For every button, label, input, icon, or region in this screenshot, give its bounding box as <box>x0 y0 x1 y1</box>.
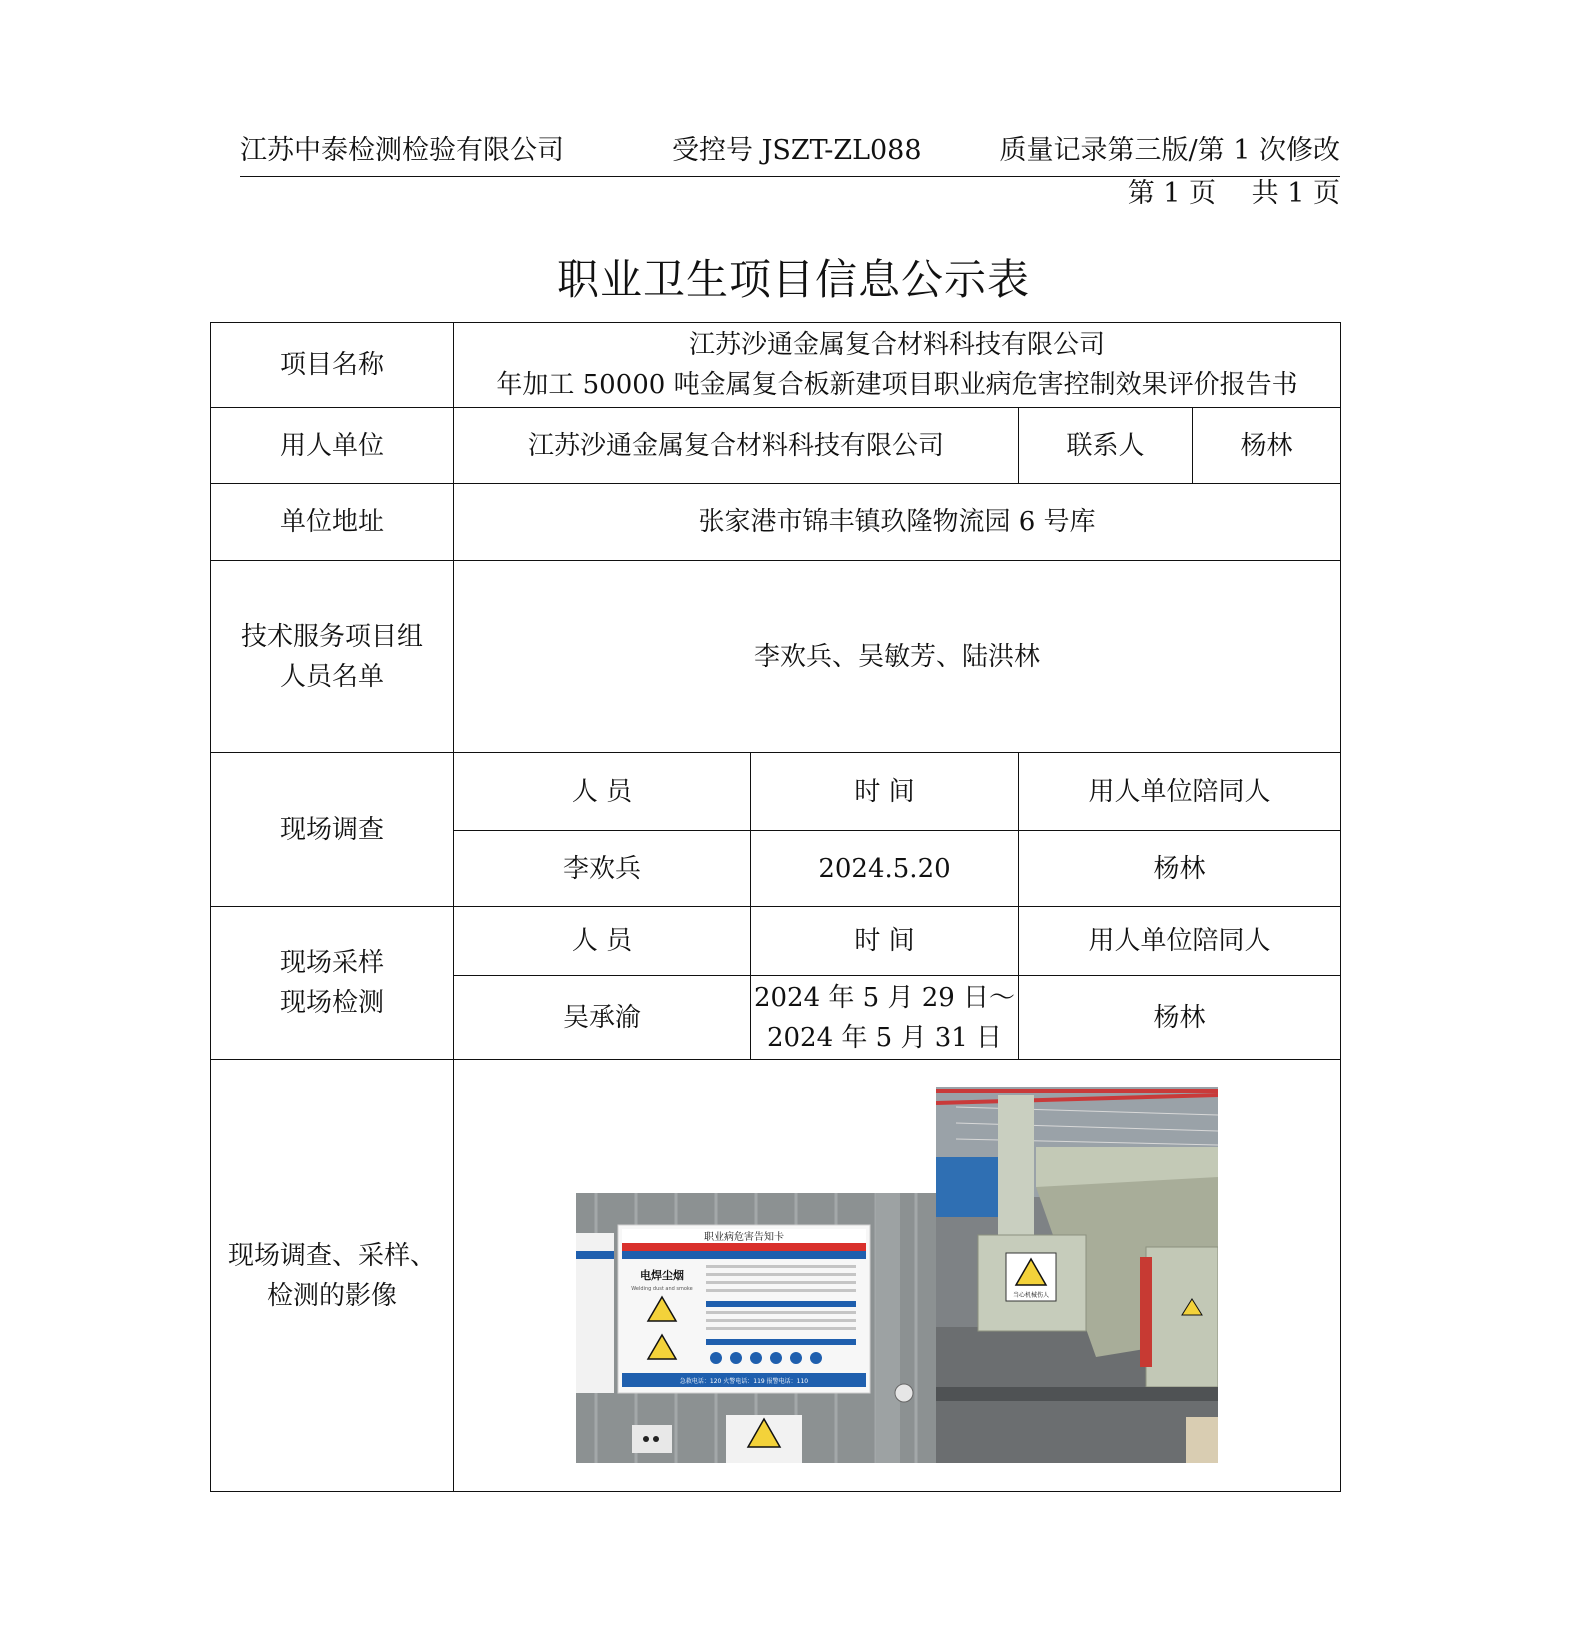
label-address: 单位地址 <box>211 484 454 561</box>
row-sampling-header <box>211 907 1341 976</box>
value-project-name <box>454 323 1341 408</box>
header-company: 江苏中泰检测检验有限公司 <box>240 135 564 166</box>
survey-col-escort: 用人单位陪同人 <box>1019 753 1341 831</box>
label-team <box>211 561 454 753</box>
sampling-time-line2: 2024 年 5 月 31 日 <box>766 1022 1003 1053</box>
sampling-escort: 杨林 <box>1019 976 1341 1060</box>
page-header <box>240 132 1340 177</box>
survey-person: 李欢兵 <box>454 831 751 907</box>
row-employer <box>211 408 1341 484</box>
document-title: 职业卫生项目信息公示表 <box>556 255 1030 304</box>
project-name-line1: 江苏沙通金属复合材料科技有限公司 <box>688 330 1105 360</box>
hazard-card-picture <box>576 1193 936 1463</box>
images-label-line2: 检测的影像 <box>266 1280 397 1311</box>
row-images <box>211 1060 1341 1492</box>
survey-time: 2024.5.20 <box>751 831 1019 907</box>
value-contact: 杨林 <box>1193 408 1341 484</box>
row-survey-header <box>211 753 1341 831</box>
row-team <box>211 561 1341 753</box>
machine-sign-text: 当心机械伤人 <box>1012 1292 1050 1299</box>
info-table <box>210 322 1341 1492</box>
label-sampling <box>211 907 454 1060</box>
images-cell <box>454 1060 1341 1492</box>
label-contact: 联系人 <box>1019 408 1193 484</box>
photo-machine <box>936 1087 1218 1463</box>
card-phone: 急救电话：120 火警电话：119 报警电话：110 <box>679 1378 809 1385</box>
survey-col-person: 人 员 <box>454 753 751 831</box>
sampling-col-person: 人 员 <box>454 907 751 976</box>
sampling-time-line1: 2024 年 5 月 29 日～ <box>753 982 1016 1013</box>
project-name-line2: 年加工 50000 吨金属复合板新建项目职业病危害控制效果评价报告书 <box>496 370 1298 400</box>
card-hazard: 电焊尘烟 <box>640 1269 684 1282</box>
sampling-label-line1: 现场采样 <box>279 948 384 978</box>
sampling-col-escort: 用人单位陪同人 <box>1019 907 1341 976</box>
sampling-label-line2: 现场检测 <box>279 988 384 1018</box>
sampling-col-time: 时 间 <box>751 907 1019 976</box>
photo-hazard-card <box>576 1193 936 1463</box>
value-employer: 江苏沙通金属复合材料科技有限公司 <box>454 408 1019 484</box>
label-images <box>211 1060 454 1492</box>
row-project-name <box>211 323 1341 408</box>
images-label-line1: 现场调查、采样、 <box>227 1240 436 1271</box>
label-employer: 用人单位 <box>211 408 454 484</box>
sampling-person: 吴承渝 <box>454 976 751 1060</box>
label-survey: 现场调查 <box>211 753 454 907</box>
value-team: 李欢兵、吴敏芳、陆洪林 <box>454 561 1341 753</box>
row-address <box>211 484 1341 561</box>
value-address: 张家港市锦丰镇玖隆物流园 6 号库 <box>454 484 1341 561</box>
card-title: 职业病危害告知卡 <box>704 1232 784 1243</box>
label-project-name: 项目名称 <box>211 323 454 408</box>
card-hazard-en: Welding dust and smoke <box>631 1286 693 1292</box>
survey-col-time: 时 间 <box>751 753 1019 831</box>
header-control-number: 受控号 JSZT-ZL088 <box>672 135 922 166</box>
sampling-time <box>751 976 1019 1060</box>
header-edition: 质量记录第三版/第 1 次修改 <box>999 135 1340 166</box>
machine-picture <box>936 1087 1218 1463</box>
team-label-line1: 技术服务项目组 <box>240 621 423 652</box>
photo-area <box>454 1060 1340 1490</box>
team-label-line2: 人员名单 <box>279 661 384 692</box>
page-number: 第 1 页 共 1 页 <box>1127 178 1340 209</box>
survey-escort: 杨林 <box>1019 831 1341 907</box>
